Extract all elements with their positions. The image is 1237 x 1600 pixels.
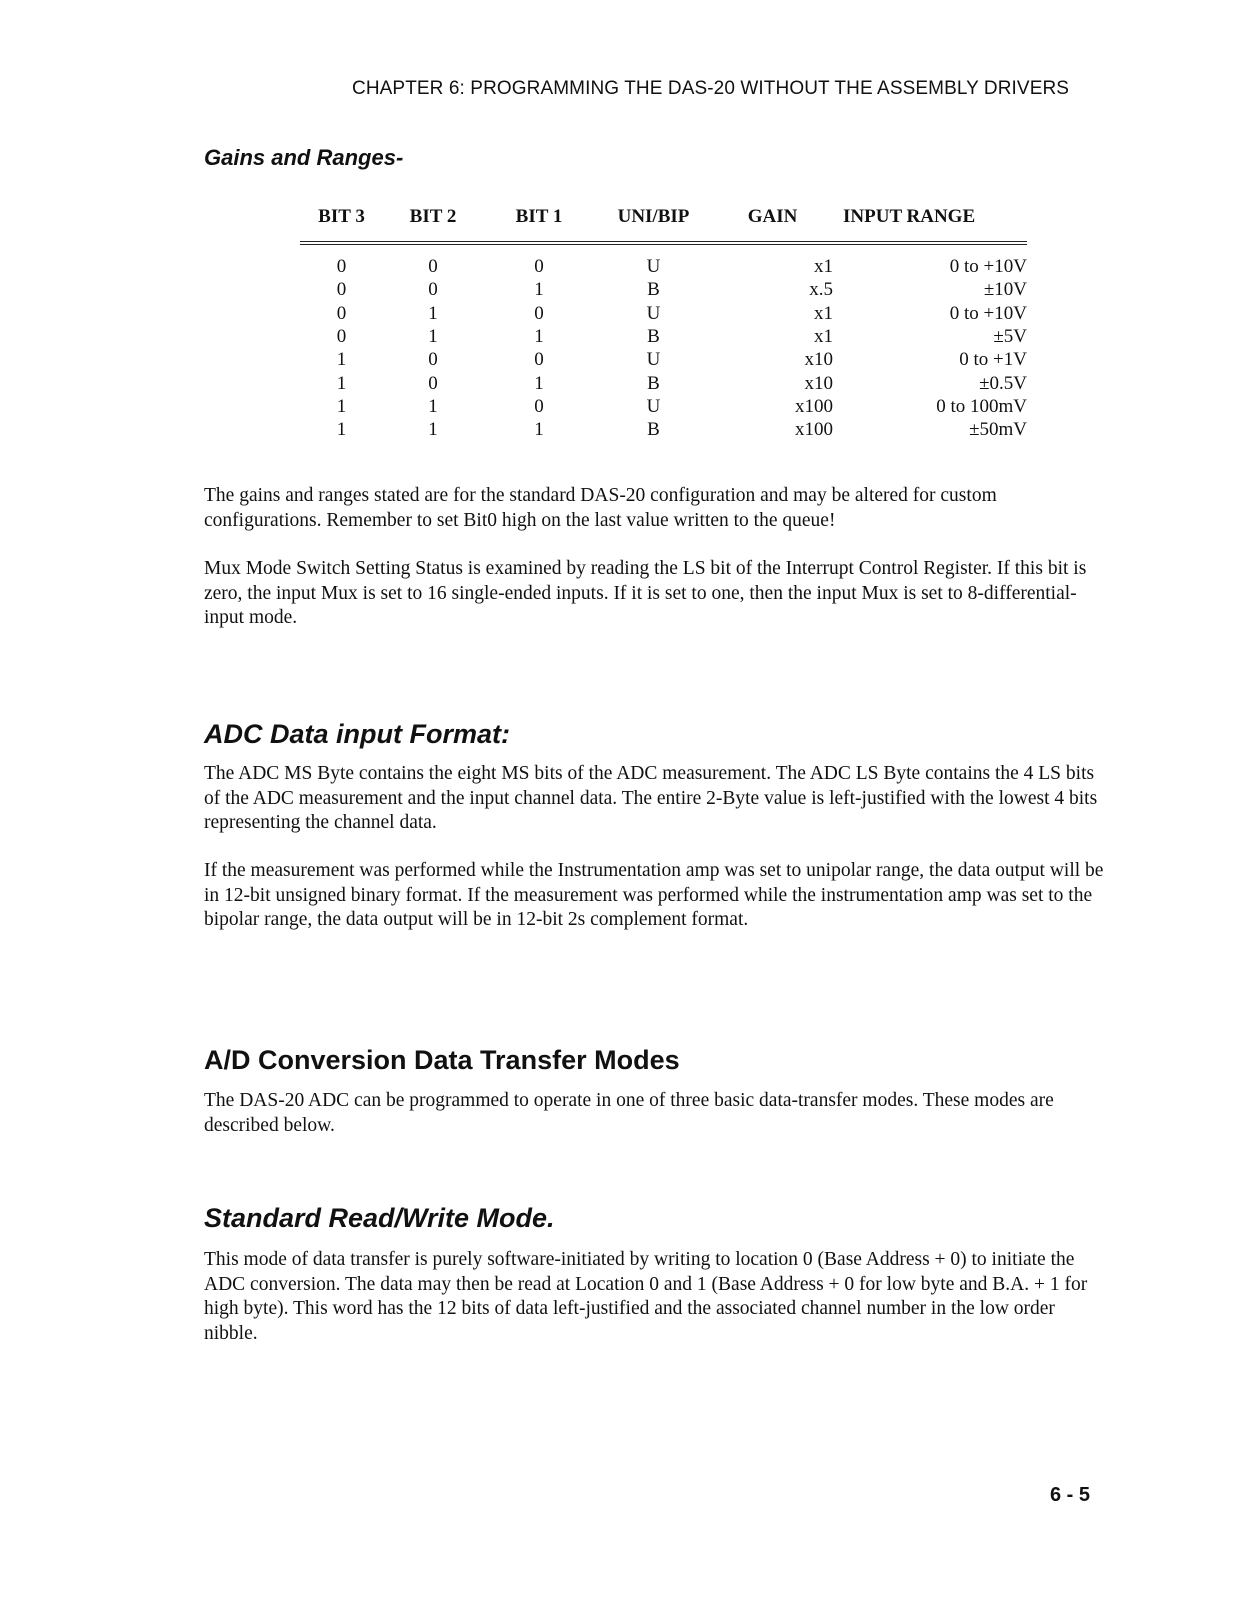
table-row [300, 371, 1027, 394]
table-cell: 1 [336, 349, 347, 371]
table-row [300, 243, 1027, 278]
table-cell: 1 [336, 395, 347, 417]
table-cell: x10 [804, 372, 833, 394]
table-cell: 1 [428, 419, 438, 441]
standard-mode-paragraph: This mode of data transfer is purely software-initiated by writing to location 0 (Base Address + 0) to initiate the ADC conversion. The data may then be read at Location 0 and 1 (Base Address + 0 for low byte and B.A. + 1 for high byte). This word has the 12 bits of data left-justified and the associated channel number in the low order nibble. [204, 1249, 1088, 1344]
table-row [300, 348, 1027, 371]
table-cell: 0 [336, 326, 347, 348]
table-cell: 0 [534, 349, 544, 371]
adc-format-paragraph-2: If the measurement was performed while the Instrumentation amp was set to unipolar range, the data output will be in 12-bit unsigned binary format. If the measurement was performed while the instrumentation amp was set to the bipolar range, the data output will be in 12-bit 2s complement format. [204, 860, 1104, 930]
table-cell: 0 [534, 395, 544, 417]
chapter-header: CHAPTER 6: PROGRAMMING THE DAS-20 WITHOUT THE ASSEMBLY DRIVERS [352, 78, 1070, 99]
standard-mode-heading: Standard Read/Write Mode. [204, 1203, 555, 1233]
page-number: 6 - 5 [1050, 1484, 1091, 1506]
table-row [300, 278, 1027, 301]
table-cell: x1 [814, 326, 833, 348]
table-cell: ±10V [983, 279, 1027, 301]
column-header-bit3: BIT 3 [300, 205, 383, 243]
transfer-modes-heading: A/D Conversion Data Transfer Modes [204, 1045, 680, 1075]
table-cell: x10 [804, 349, 833, 371]
table-cell: B [647, 372, 660, 394]
table-row [300, 325, 1027, 348]
table-cell: 1 [534, 372, 544, 394]
table-row [300, 302, 1027, 325]
table-cell: x.5 [809, 279, 833, 301]
table-cell: 0 to 100mV [936, 395, 1027, 417]
column-header-bit2: BIT 2 [383, 205, 483, 243]
table-cell: 1 [336, 419, 347, 441]
column-header-gain: GAIN [712, 205, 833, 243]
table-cell: ±0.5V [979, 372, 1027, 394]
table-cell: 1 [428, 302, 438, 324]
table-cell: 1 [428, 395, 438, 417]
gains-note-paragraph: The gains and ranges stated are for the standard DAS-20 configuration and may be altered for custom configurations. Remember to set Bit0 high on the last value written to the queue! [204, 485, 997, 531]
table-cell: 1 [534, 326, 544, 348]
table-cell: 0 to +1V [959, 349, 1027, 371]
table-cell: 0 [534, 256, 544, 278]
table-cell: x100 [795, 395, 833, 417]
table-cell: 0 to +10V [949, 256, 1027, 278]
table-header-row [300, 205, 1027, 243]
table-cell: 0 [428, 349, 438, 371]
table-cell: U [646, 302, 661, 324]
table-cell: 0 [336, 279, 347, 301]
mux-mode-paragraph: Mux Mode Switch Setting Status is examined by reading the LS bit of the Interrupt Control Register. If this bit is zero, the input Mux is set to 16 single-ended inputs. If it is set to one, then the input Mux is set to 8-differential-input mode. [204, 558, 1087, 628]
adc-format-heading: ADC Data input Format: [204, 719, 510, 749]
table-cell: B [647, 326, 660, 348]
table-cell: B [647, 419, 660, 441]
table-cell: x1 [814, 302, 833, 324]
table-cell: B [647, 279, 660, 301]
column-header-uni-bip: UNI/BIP [595, 205, 712, 243]
gains-ranges-table [300, 205, 1027, 441]
table-row [300, 418, 1027, 441]
transfer-modes-paragraph: The DAS-20 ADC can be programmed to operate in one of three basic data-transfer modes. These modes are described below. [204, 1090, 1054, 1136]
table-cell: 0 [336, 256, 347, 278]
table-cell: U [646, 256, 661, 278]
table-row [300, 395, 1027, 418]
table-cell: 0 [428, 279, 438, 301]
column-header-bit1: BIT 1 [483, 205, 595, 243]
table-cell: 1 [336, 372, 347, 394]
adc-format-paragraph-1: The ADC MS Byte contains the eight MS bits of the ADC measurement. The ADC LS Byte contains the 4 LS bits of the ADC measurement and the input channel data. The entire 2-Byte value is left-justified with the lowest 4 bits representing the channel data. [204, 763, 1098, 833]
table-cell: x100 [795, 419, 833, 441]
table-cell: ±50mV [969, 419, 1027, 441]
table-cell: U [646, 349, 661, 371]
column-header-input-range: INPUT RANGE [833, 205, 1027, 243]
table-cell: ±5V [993, 326, 1027, 348]
table-cell: 1 [534, 279, 544, 301]
gains-ranges-heading: Gains and Ranges- [204, 145, 404, 170]
table-cell: U [646, 395, 661, 417]
table-cell: 1 [428, 326, 438, 348]
table-cell: 1 [534, 419, 544, 441]
table-cell: 0 [428, 256, 438, 278]
table-cell: 0 to +10V [949, 302, 1027, 324]
table-cell: 0 [336, 302, 347, 324]
table-cell: 0 [428, 372, 438, 394]
table-cell: x1 [814, 256, 833, 278]
table-cell: 0 [534, 302, 544, 324]
